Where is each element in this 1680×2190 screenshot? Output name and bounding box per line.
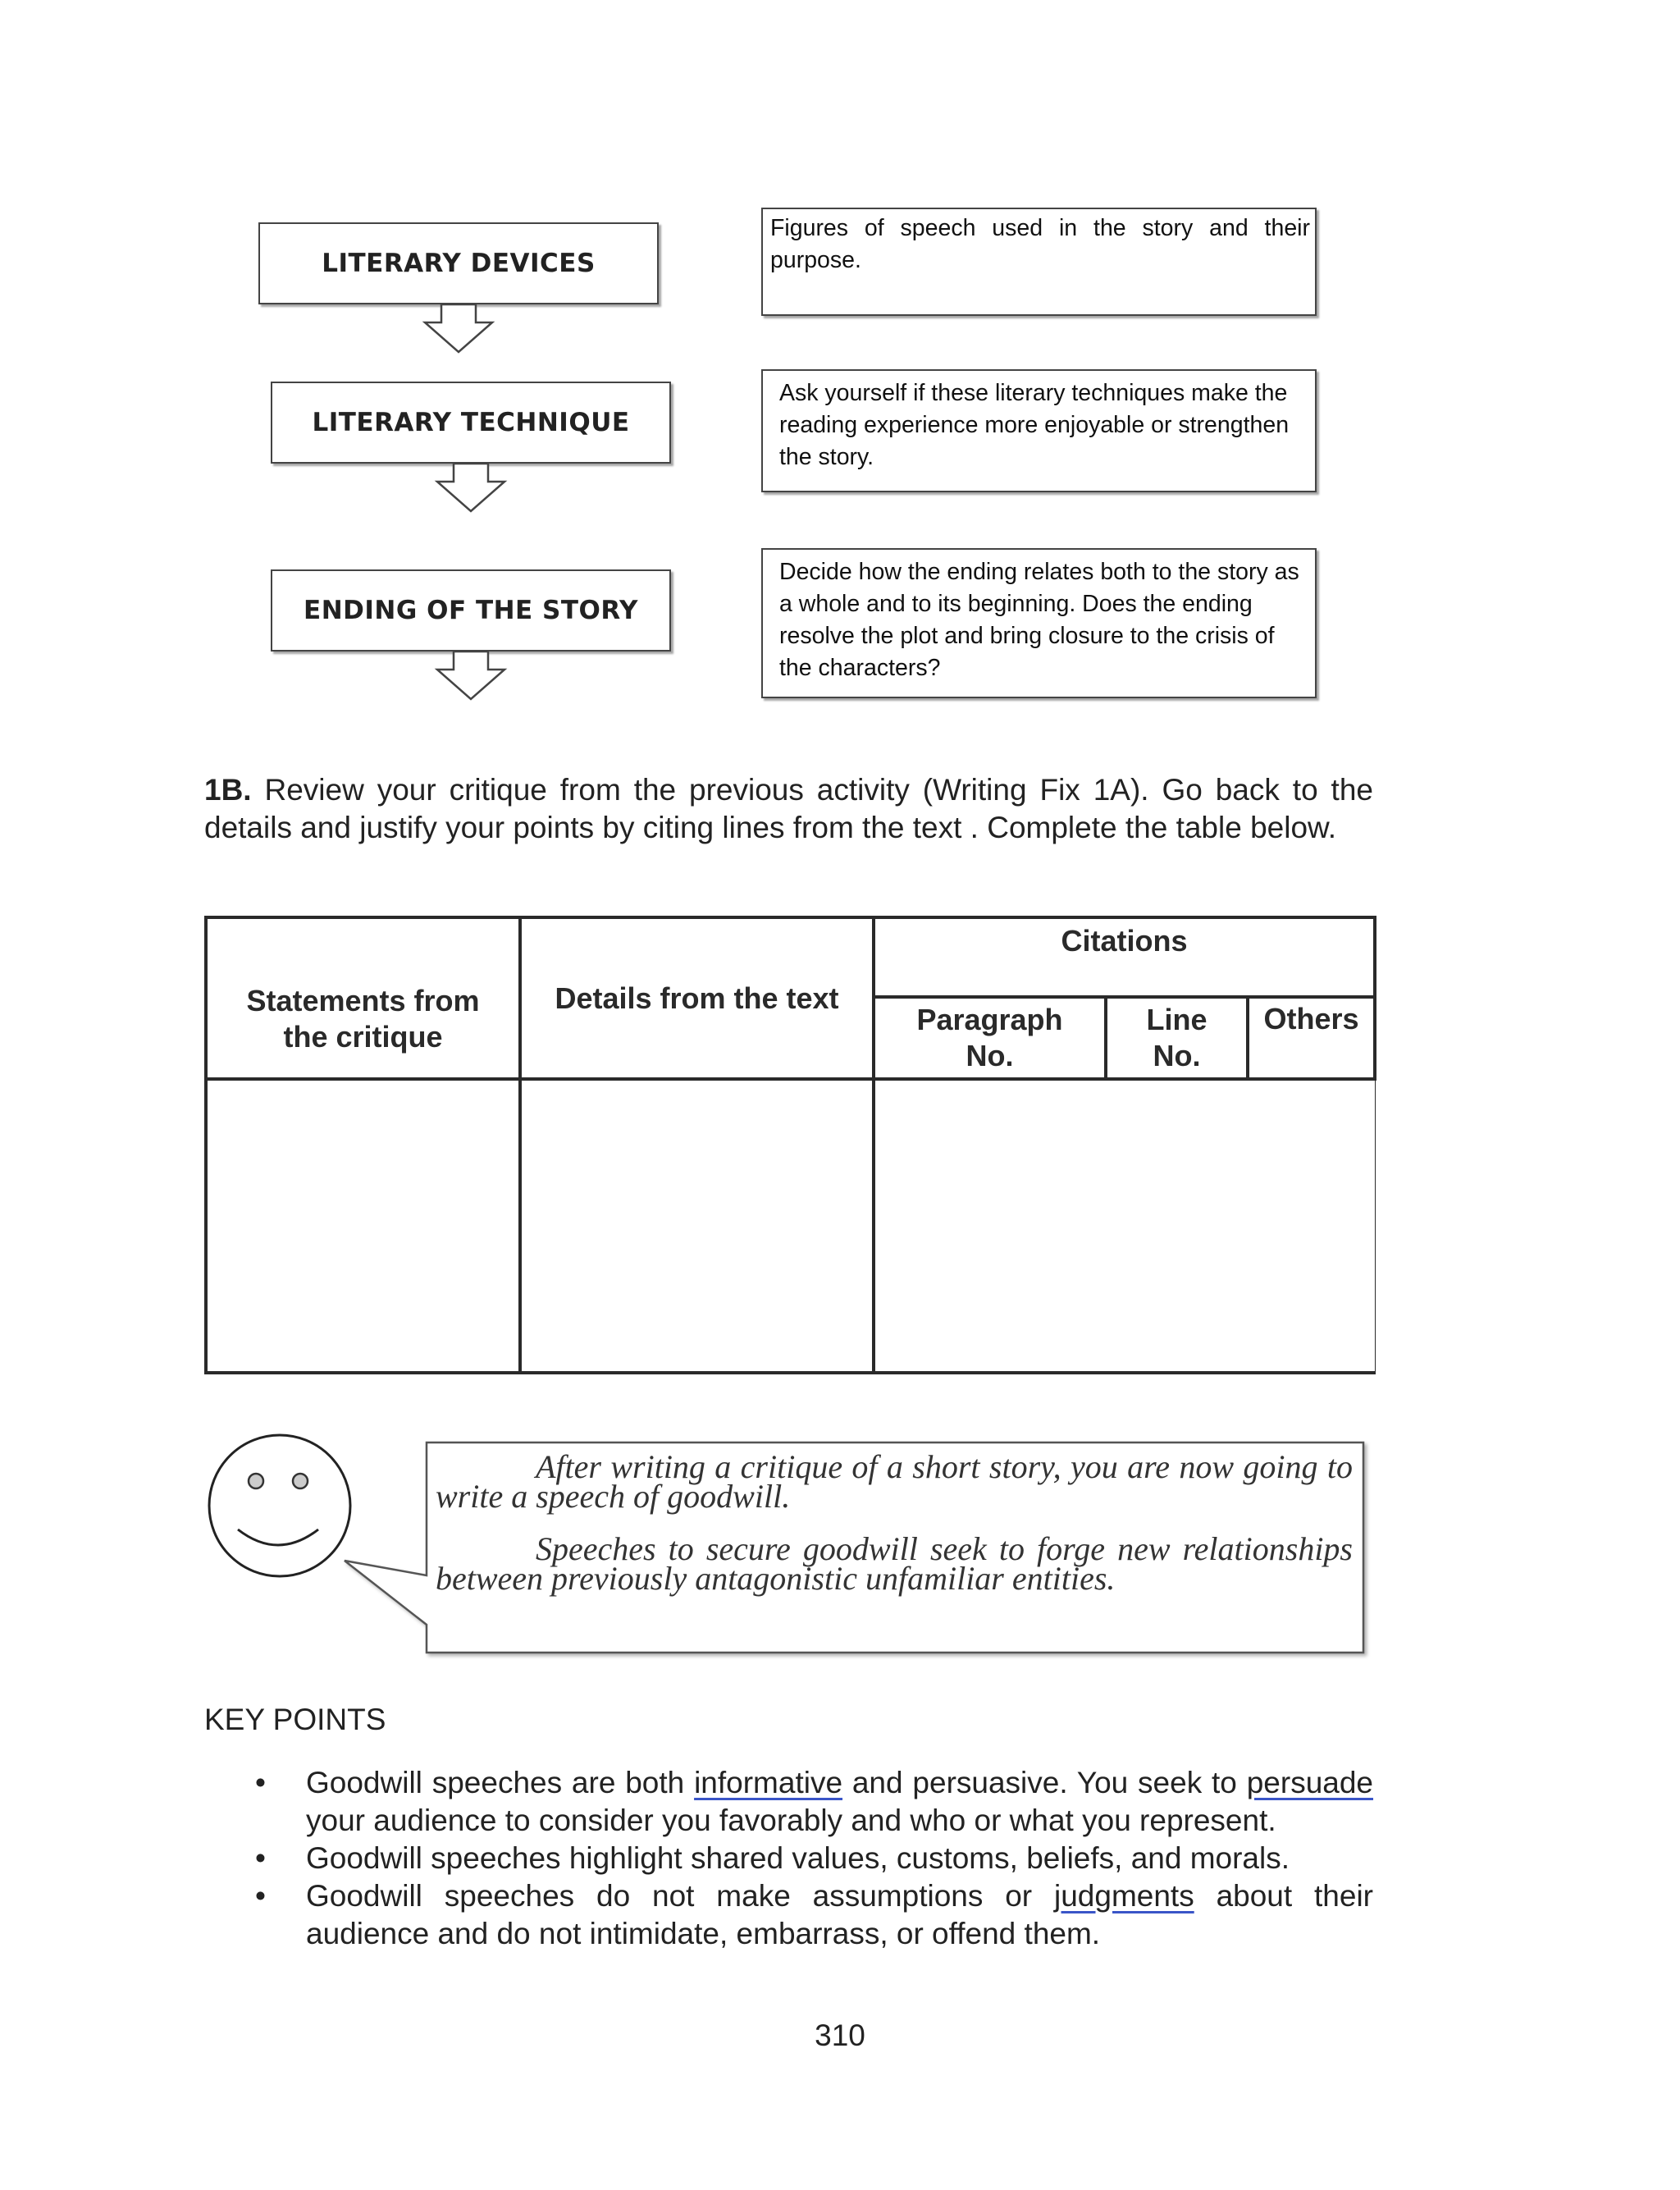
link-judgments[interactable]: judgments — [1053, 1879, 1194, 1913]
bullet-icon: • — [255, 1879, 266, 1913]
list-item: • Goodwill speeches do not make assumptions or judgments about their audience and do not intimidate, embarrass, or offend them. — [255, 1879, 1373, 1950]
details-cell[interactable] — [520, 1079, 874, 1373]
header-details: Details from the text — [520, 917, 874, 1079]
flow-note-text: Figures of speech used in the story and their purpose. — [770, 215, 1310, 273]
flow-note-text: Decide how the ending relates both to the story as a whole and to its beginning. Does the ending resolve the plot and bring closure to the crisis of the characters? — [779, 559, 1299, 681]
statements-cell[interactable] — [206, 1079, 520, 1373]
citations-cell[interactable] — [874, 1079, 1375, 1373]
flow-note-ending-of-the-story — [761, 548, 1317, 698]
header-paragraph-no: Paragraph No. — [874, 997, 1106, 1079]
down-arrow-icon — [434, 652, 508, 701]
flow-step-ending-of-the-story — [271, 569, 671, 652]
key-points-heading: KEY POINTS — [204, 1703, 386, 1736]
flow-step-label: LITERARY DEVICES — [322, 249, 596, 278]
activity-text: Review your critique from the previous activity (Writing Fix 1A). Go back to the details and justify your points by citing lines from the text . Complete the table below. — [204, 773, 1373, 844]
flow-step-literary-devices — [258, 222, 659, 304]
key-points-list — [204, 1764, 1373, 1953]
down-arrow-icon — [422, 304, 495, 354]
down-arrow-icon — [434, 464, 508, 513]
flow-note-literary-technique — [761, 369, 1317, 492]
activity-instructions — [204, 771, 1373, 847]
flow-note-literary-devices — [761, 208, 1317, 316]
citations-table — [204, 916, 1376, 1374]
bubble-paragraph-1: After writing a critique of a short story, you are now going to write a speech of goodwill. — [436, 1448, 1353, 1515]
smiley-face-icon — [202, 1428, 358, 1584]
link-informative[interactable]: informative — [694, 1766, 843, 1799]
flow-step-label: LITERARY TECHNIQUE — [312, 408, 630, 437]
flow-step-label: ENDING OF THE STORY — [304, 596, 638, 625]
activity-number: 1B. — [204, 773, 252, 807]
header-others: Others — [1248, 997, 1375, 1079]
list-item: • Goodwill speeches highlight shared values, customs, beliefs, and morals. — [204, 1840, 1373, 1877]
flow-note-text: Ask yourself if these literary techniques make the reading experience more enjoyable or strengthen the story. — [779, 380, 1290, 470]
link-persuade[interactable]: persuade — [1246, 1766, 1374, 1799]
list-item: • Goodwill speeches are both informative and persuasive. You seek to persuade your audience to consider you favorably and who or what you represent. — [255, 1766, 1374, 1837]
header-statements: Statements from the critique — [206, 917, 520, 1079]
flow-step-literary-technique — [271, 382, 671, 464]
bubble-paragraph-2: Speeches to secure goodwill seek to forge new relationships between previously antagonistic unfamiliar entities. — [436, 1530, 1353, 1597]
header-line-no: Line No. — [1106, 997, 1248, 1079]
bullet-icon: • — [255, 1766, 266, 1799]
header-citations: Citations — [874, 917, 1375, 997]
bullet-icon: • — [255, 1841, 266, 1875]
page-number: 310 — [815, 2019, 865, 2052]
